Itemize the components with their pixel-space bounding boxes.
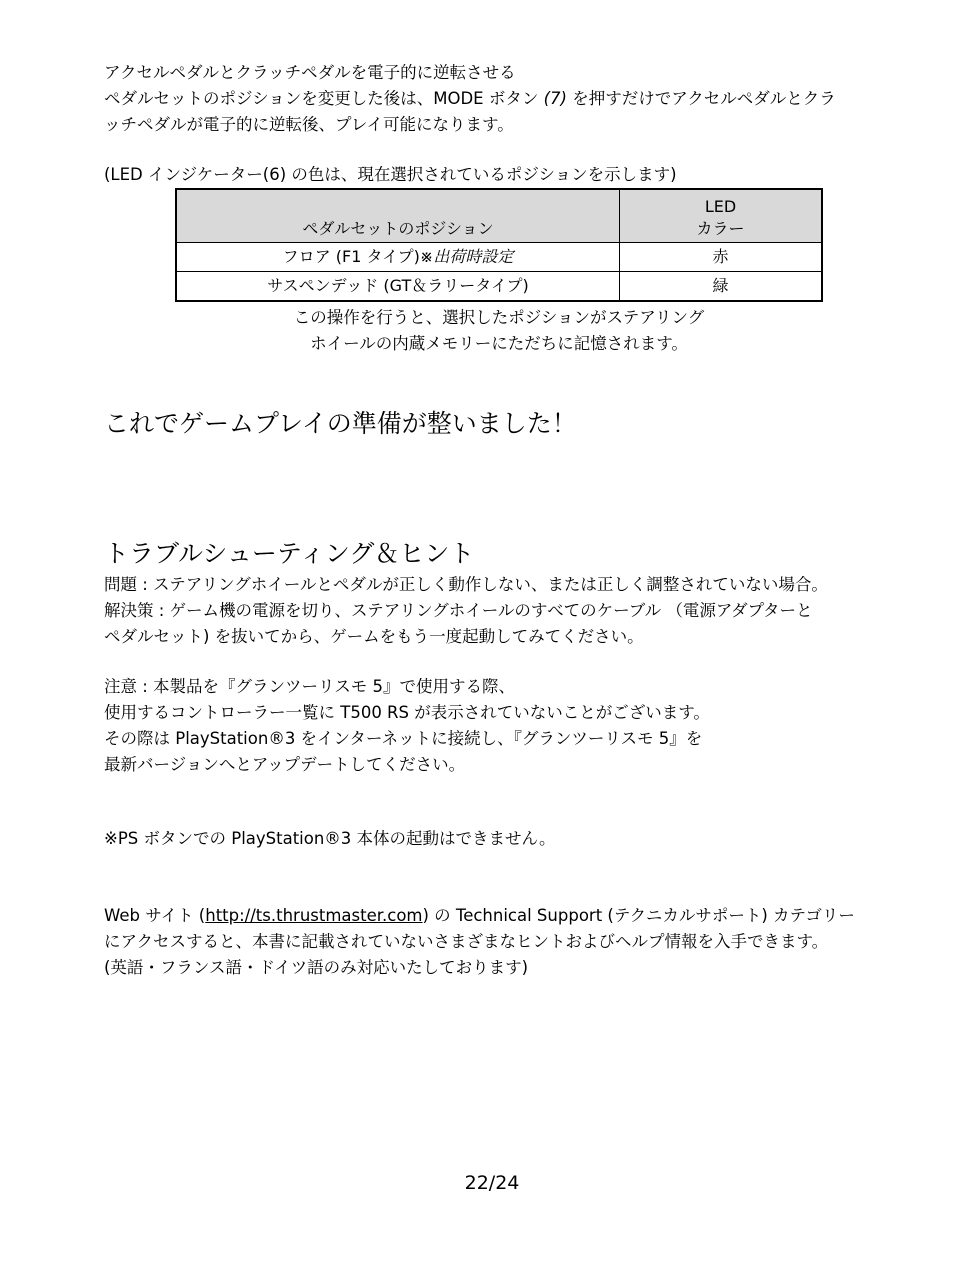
troubleshooting-heading: トラブルシューティング＆ヒント bbox=[104, 539, 475, 568]
table-caption bbox=[175, 305, 823, 357]
note-section bbox=[104, 674, 894, 778]
note-line-3: その際は PlayStation®3 をインターネットに接続し、『グランツーリスモ 5』を bbox=[104, 729, 703, 748]
table-row bbox=[176, 272, 822, 302]
troubleshooting-body bbox=[104, 572, 894, 650]
table-row bbox=[176, 243, 822, 272]
problem-text: 問題 : ステアリングホイールとペダルが正しく動作しない、または正しく調整されていない場合。 bbox=[104, 575, 828, 594]
web-post: ) の Technical Support (テクニカルサポート) カテゴリー bbox=[422, 906, 855, 925]
support-link[interactable]: http://ts.thrustmaster.com bbox=[205, 906, 423, 925]
page-number: 22/24 bbox=[464, 1172, 520, 1194]
web-section bbox=[104, 903, 894, 981]
intro-line-1 bbox=[104, 86, 894, 112]
intro-line-2: ッチペダルが電子的に逆転後、プレイ可能になります。 bbox=[104, 115, 514, 134]
caption-line-2: ホイールの内蔵メモリーにただちに記憶されます。 bbox=[310, 334, 688, 353]
web-line-1 bbox=[104, 903, 894, 929]
row-position bbox=[176, 272, 620, 302]
header-led-line-1: LED bbox=[704, 197, 737, 216]
mode-button-ref: (7) bbox=[543, 89, 567, 108]
solution-line-1: 解決策 : ゲーム機の電源を切り、ステアリングホイールのすべてのケーブル （電源アダプターと bbox=[104, 601, 813, 620]
header-led-line-2: カラー bbox=[696, 219, 745, 238]
note-line-4: 最新バージョンへとアップデートしてください。 bbox=[104, 755, 466, 774]
web-line-2: にアクセスすると、本書に記載されていないさまざまなヒントおよびヘルプ情報を入手できます。 bbox=[104, 932, 829, 951]
table-header-row bbox=[176, 189, 822, 243]
led-note: (LED インジケーター(6) の色は、現在選択されているポジションを示します) bbox=[104, 165, 677, 184]
intro-title: アクセルペダルとクラッチペダルを電子的に逆転させる bbox=[104, 63, 516, 82]
web-pre: Web サイト ( bbox=[104, 906, 206, 925]
caption-line-1: この操作を行うと、選択したポジションがステアリング bbox=[293, 308, 705, 327]
row-position bbox=[176, 243, 620, 272]
ready-heading: これでゲームプレイの準備が整いました！ bbox=[104, 409, 577, 438]
row-position-text: フロア (F1 タイプ) bbox=[282, 247, 420, 266]
ps-button-note: ※PS ボタンでの PlayStation®3 本体の起動はできません。 bbox=[104, 829, 556, 848]
web-line-3: (英語・フランス語・ドイツ語のみ対応いたしております) bbox=[104, 958, 529, 977]
row-color: 緑 bbox=[620, 272, 823, 302]
intro-section bbox=[104, 60, 894, 138]
intro-line-1-post: を押すだけでアクセルペダルとクラ bbox=[566, 89, 836, 108]
row-position-text: サスペンデッド (GT＆ラリータイプ) bbox=[267, 276, 529, 295]
header-position: ペダルセットのポジション bbox=[176, 189, 620, 243]
solution-line-2: ペダルセット) を抜いてから、ゲームをもう一度起動してみてください。 bbox=[104, 627, 644, 646]
note-line-2: 使用するコントローラー一覧に T500 RS が表示されていないことがございます。 bbox=[104, 703, 710, 722]
row-position-default-note: ※出荷時設定 bbox=[419, 247, 514, 266]
intro-line-1-pre: ペダルセットのポジションを変更した後は、MODE ボタン bbox=[104, 89, 544, 108]
row-color: 赤 bbox=[620, 243, 823, 272]
header-led-color bbox=[620, 189, 823, 243]
note-line-1: 注意 : 本製品を『グランツーリスモ 5』で使用する際、 bbox=[104, 677, 515, 696]
led-color-table bbox=[175, 188, 823, 302]
